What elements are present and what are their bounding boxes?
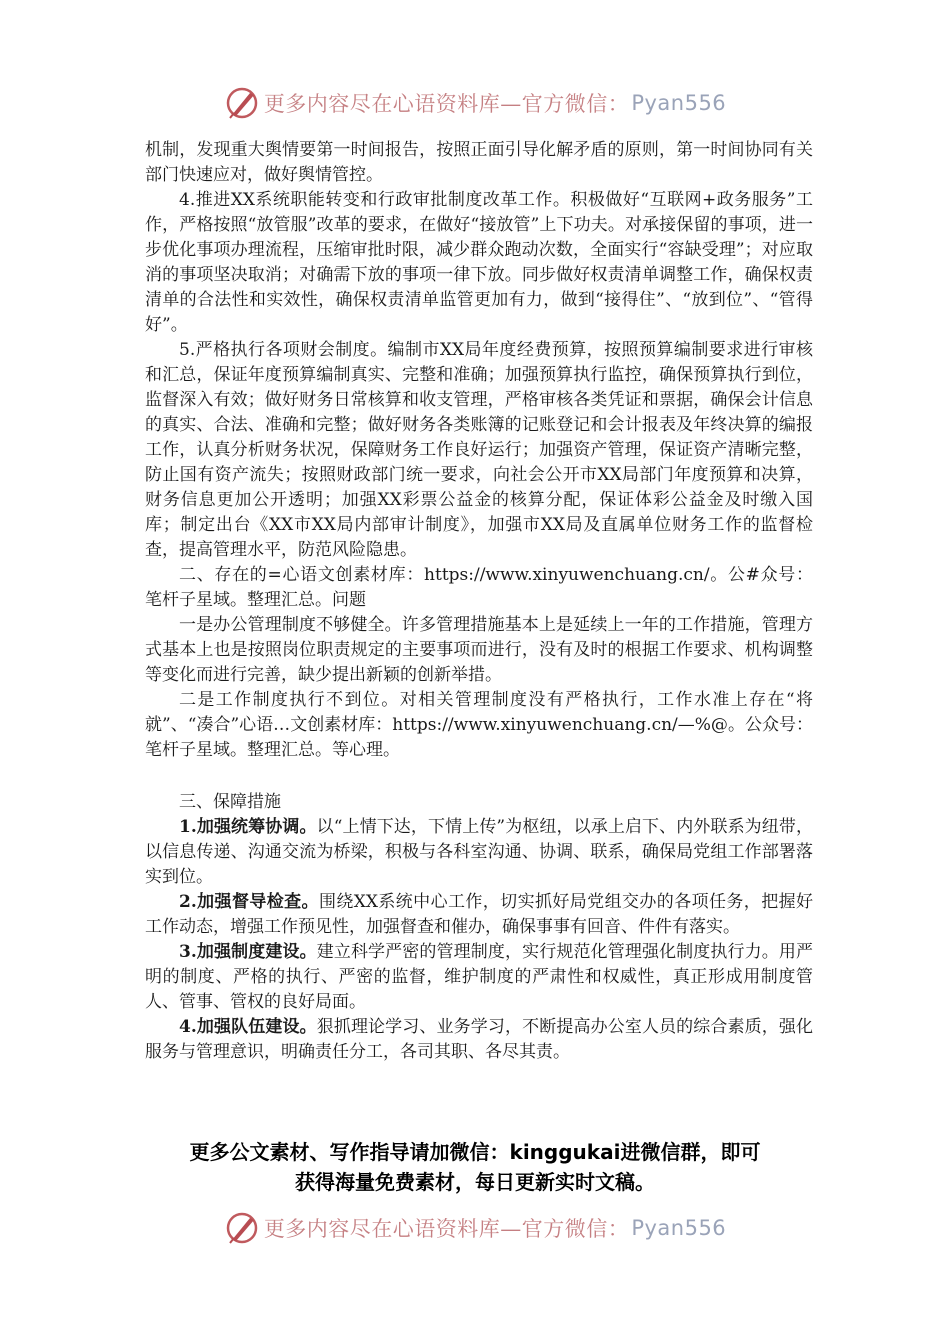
section-3-heading: 三、保障措施 [179, 792, 281, 812]
quill-pen-icon [224, 85, 260, 121]
paragraph-item-5: 5.严格执行各项财会制度。编制市XX局年度经费预算，按照预算编制要求进行审核和汇总，保证年度预算编制真实、完整和准确；加强预算执行监控，确保预算执行到位，监督深入有效；做好财务日常核算和收支管理，严格审核各类凭证和票据，确保会计信息的真实、合法、准确和完整；做好财务各类账簿的记账登记和会计报表及年终决算的编报工作，认真分析财务状况，保障财务工作良好运行；加强资产管理，保证资产清晰完整，防止国有资产流失；按照财政部门统一要求，向社会公开市XX局部门年度预算和决算，财务信息更加公开透明；加强XX彩票公益金的核算分配，保证体彩公益金及时缴入国库；制定出台《XX市XX局内部审计制度》，加强市XX局及直属单位财务工作的监督检查，提高管理水平，防范风险隐患。 [145, 340, 813, 560]
measure-1-title: 1.加强统筹协调。 [179, 817, 317, 837]
measure-4 [145, 1015, 813, 1065]
banner-text: 更多内容尽在心语资料库—官方微信： [263, 1217, 630, 1241]
problem-2: 二是工作制度执行不到位。对相关管理制度没有严格执行，工作水准上存在“将就”、“凑合”心语…文创素材库：https://www.xinyuwenchuang.cn/—%@。公众号：笔杆子星域。整理汇总。等心理。 [145, 690, 813, 760]
measure-1-body: 以“上情下达，下情上传”为枢纽，以承上启下、内外联系为纽带，以信息传递、沟通交流为桥梁，积极与各科室沟通、协调、联系，确保局党组工作部署落实到位。 [145, 817, 813, 887]
measure-3-body: 建立科学严密的管理制度，实行规范化管理强化制度执行力。用严明的制度、严格的执行、严密的监督，维护制度的严肃性和权威性，真正形成用制度管人、管事、管权的良好局面。 [145, 942, 814, 1012]
measure-3 [145, 940, 813, 1015]
measure-4-title: 4.加强队伍建设。 [179, 1017, 317, 1037]
footer-notice [140, 1137, 810, 1197]
section-2-heading: 二、存在的=心语文创素材库：https://www.xinyuwenchuang.cn/。公#众号：笔杆子星域。整理汇总。问题 [145, 565, 813, 610]
document-body [145, 138, 813, 1065]
paragraph-continued: 机制，发现重大舆情要第一时间报告，按照正面引导化解矛盾的原则，第一时间协同有关部门快速应对，做好舆情管控。 [145, 140, 813, 185]
banner-wechat-id: Pyan556 [631, 91, 727, 115]
measure-4-body: 狠抓理论学习、业务学习，不断提高办公室人员的综合素质，强化服务与管理意识，明确责任分工，各司其职、各尽其责。 [145, 1017, 814, 1062]
banner-text: 更多内容尽在心语资料库—官方微信： [263, 92, 630, 116]
measure-1 [145, 815, 813, 890]
measure-2-title: 2.加强督导检查。 [179, 892, 319, 912]
footer-notice-line-1: 更多公文素材、写作指导请加微信：kinggukai进微信群，即可 [189, 1140, 761, 1164]
quill-pen-icon [224, 1210, 260, 1246]
problem-1: 一是办公管理制度不够健全。许多管理措施基本上是延续上一年的工作措施，管理方式基本上也是按照岗位职责规定的主要事项而进行，没有及时的根据工作要求、机构调整等变化而进行完善，缺少提出新颖的创新举措。 [145, 615, 813, 685]
header-banner [0, 83, 950, 123]
footer-notice-line-2: 获得海量免费素材，每日更新实时文稿。 [295, 1170, 655, 1194]
paragraph-item-4: 4.推进XX系统职能转变和行政审批制度改革工作。积极做好“互联网+政务服务”工作，严格按照“放管服”改革的要求，在做好“接放管”上下功夫。对承接保留的事项，进一步优化事项办理流程，压缩审批时限，减少群众跑动次数，全面实行“容缺受理”；对应取消的事项坚决取消；对确需下放的事项一律下放。同步做好权责清单调整工作，确保权责清单的合法性和实效性，确保权责清单监管更加有力，做到“接得住”、“放到位”、“管得好”。 [145, 190, 813, 335]
footer-banner [0, 1208, 950, 1248]
measure-3-title: 3.加强制度建设。 [179, 942, 317, 962]
measure-2-body: 围绕XX系统中心工作，切实抓好局党组交办的各项任务，把握好工作动态，增强工作预见性，加强督查和催办，确保事事有回音、件件有落实。 [145, 892, 813, 937]
measure-2 [145, 890, 813, 940]
banner-wechat-id: Pyan556 [631, 1216, 727, 1240]
